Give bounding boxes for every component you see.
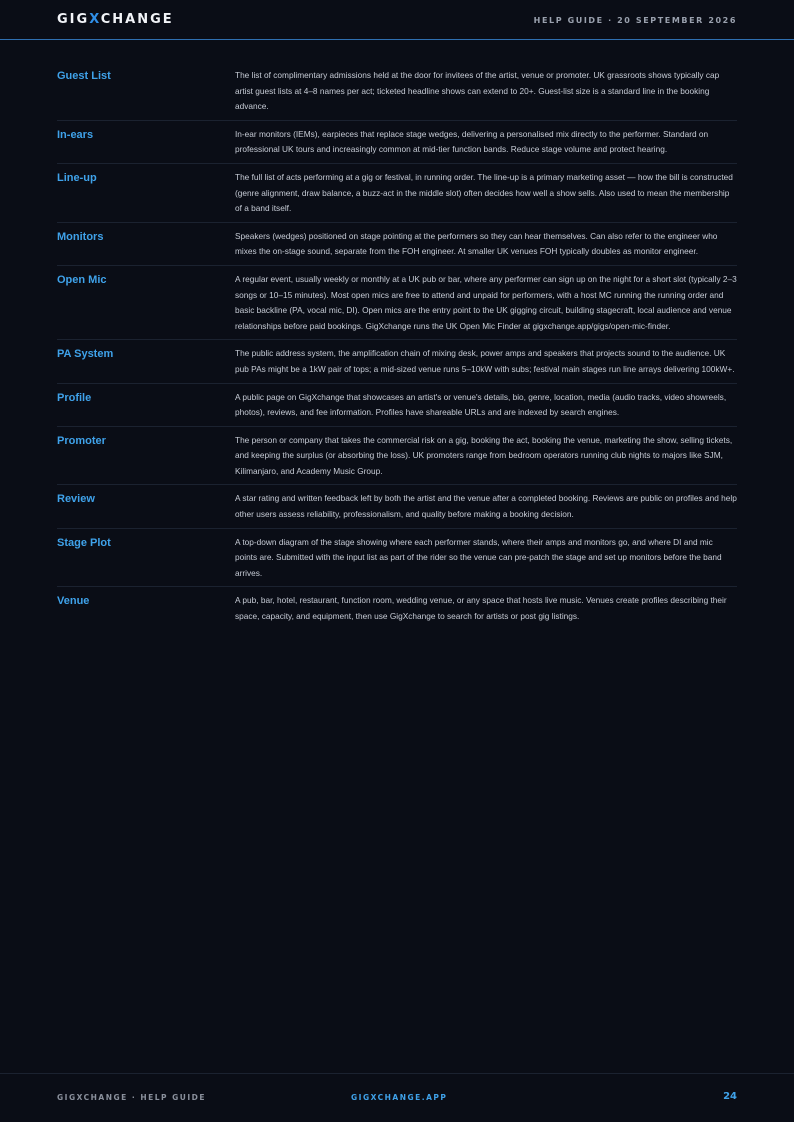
glossary-entry xyxy=(57,62,737,121)
glossary-term: Stage Plot xyxy=(57,536,111,549)
glossary-definition: A star rating and written feedback left by both the artist and the venue after a completed booking. Reviews are public on profiles and help other users assess reliability, professionalism, and quality before making a booking decision. xyxy=(235,493,737,520)
glossary-term: Line-up xyxy=(57,171,97,184)
page-header xyxy=(0,0,794,40)
glossary-entry xyxy=(57,587,737,629)
glossary-definition: A public page on GigXchange that showcases an artist's or venue's details, bio, genre, location, media (audio tracks, video showreels, photos), reviews, and fee information. Profiles have shareable URLs and are indexed by search engines. xyxy=(235,391,727,418)
glossary-entry xyxy=(57,340,737,383)
header-meta: HELP GUIDE · 20 SEPTEMBER 2026 xyxy=(533,16,737,25)
glossary-entry xyxy=(57,266,737,340)
glossary-list xyxy=(57,62,737,630)
glossary-term: PA System xyxy=(57,348,114,361)
glossary-entry xyxy=(57,529,737,588)
footer-brand: GIGXCHANGE · HELP GUIDE xyxy=(57,1093,207,1102)
glossary-entry xyxy=(57,427,737,486)
logo-x: X xyxy=(89,12,101,27)
glossary-entry xyxy=(57,164,737,223)
glossary-definition: In-ear monitors (IEMs), earpieces that replace stage wedges, delivering a personalised mix directly to the performer. Standard on professional UK tours and increasingly common at mid-tier function bands. Reduce stage volume and protect hearing. xyxy=(235,128,709,155)
glossary-term: Guest List xyxy=(57,70,111,82)
logo-prefix: GIG xyxy=(57,12,90,27)
gigxchange-logo xyxy=(57,12,174,28)
glossary-entry xyxy=(57,485,737,528)
glossary-definition: The full list of acts performing at a gig or festival, in running order. The line-up is a primary marketing asset — how the bill is constructed (genre alignment, draw balance, a buzz-act in the middle slot) often decides how well a show sells. Also used to mean the membership of a band itself. xyxy=(235,171,733,214)
glossary-definition: The person or company that takes the commercial risk on a gig, booking the act, booking the venue, marketing the show, selling tickets, and keeping the surplus (or absorbing the loss). UK promoters range from bedroom operators running club nights to majors like SJM, Kilimanjaro, and Academy Music Group. xyxy=(235,434,733,476)
glossary-definition: Speakers (wedges) positioned on stage pointing at the performers so they can hear themselves. Can also refer to the engineer who mixes the on-stage sound, separate from the FOH engineer. At smaller UK venues FOH typically doubles as monitor engineer. xyxy=(235,230,718,257)
glossary-definition: A regular event, usually weekly or monthly at a UK pub or bar, where any performer can sign up on the night for a short slot (typically 2–3 songs or 10–15 minutes). Most open mics are free to attend and unpaid for performers, with a host MC running the running order and basic backline (PA, vocal mic, DI). Open mics are the entry point to the UK gigging circuit, building stagecraft, local audience and venue relationships before paid bookings. GigXchange runs the UK Open Mic Finder at gigxchange.app/gigs/open-mic-finder. xyxy=(235,273,737,331)
page-footer xyxy=(0,1073,794,1122)
glossary-term: Promoter xyxy=(57,434,106,447)
logo-suffix: CHANGE xyxy=(100,12,174,27)
glossary-term: Venue xyxy=(57,595,90,608)
glossary-term: Monitors xyxy=(57,230,104,243)
page-number: 24 xyxy=(723,1091,737,1102)
glossary-definition: A top-down diagram of the stage showing where each performer stands, where their amps and monitors go, and where DI and mic points are. Submitted with the input list as part of the rider so the venue can pre-patch the stage and set up monitors before the band arrives. xyxy=(235,536,722,578)
glossary-term: Review xyxy=(57,493,95,506)
glossary-definition: The list of complimentary admissions held at the door for invitees of the artist, venue or promoter. UK grassroots shows typically cap artist guest lists at 4–8 names per act; ticketed headline shows can extend to 20+. Guest-list size is a standard line in the booking advance. xyxy=(235,70,720,112)
glossary-entry xyxy=(57,384,737,427)
glossary-entry xyxy=(57,223,737,266)
glossary-term: In-ears xyxy=(57,128,94,141)
glossary-entry xyxy=(57,121,737,164)
glossary-definition: The public address system, the amplification chain of mixing desk, power amps and speakers that projects sound to the audience. UK pub PAs might be a 1kW pair of tops; a mid-sized venue runs 5–10kW with subs; festival main stages run line arrays delivering 100kW+. xyxy=(235,348,735,374)
glossary-term: Profile xyxy=(57,391,92,404)
glossary-term: Open Mic xyxy=(57,273,107,286)
footer-url: GIGXCHANGE.APP xyxy=(351,1093,448,1102)
glossary-definition: A pub, bar, hotel, restaurant, function room, wedding venue, or any space that hosts live music. Venues create profiles describing their space, capacity, and equipment, then use GigXchange to search for artists or post gig listings. xyxy=(235,595,727,622)
